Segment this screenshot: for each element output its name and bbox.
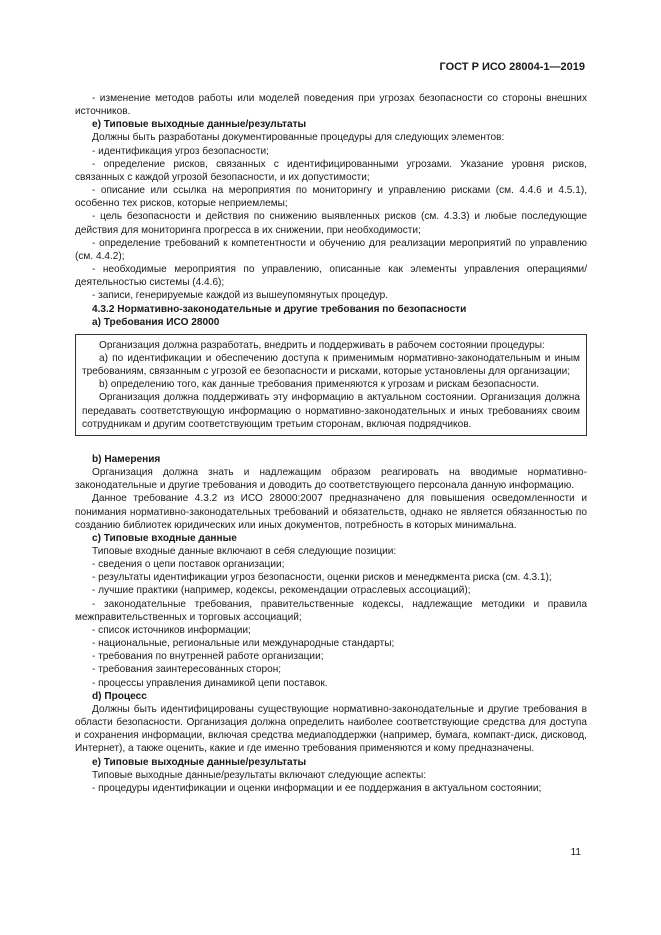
paragraph-external-sources: - изменение методов работы или моделей поведения при угрозах безопасности со стороны внешних источников. [75, 93, 587, 118]
list-item: - требования по внутренней работе организации; [92, 651, 324, 663]
list-item: - определение рисков, связанных с идентифицированными угрозами. Указание уровня рисков, связанных с каждой угрозой безопасности, и их допустимости; [75, 158, 587, 183]
list-item: - процедуры идентификации и оценки информации и ее поддержания в актуальном состоянии; [92, 782, 542, 794]
list-item: - требования заинтересованных сторон; [92, 664, 282, 676]
paragraph: Организация должна знать и надлежащим образом реагировать на вводимые нормативно-законодательные и другие требования и доводить до соответствующего персонала данную информацию. [75, 467, 587, 492]
list-item: - сведения о цепи поставок организации; [92, 559, 285, 571]
list-item: - описание или ссылка на мероприятия по мониторингу и управлению рисками (см. 4.4.6 и 4.5.1), особенно тех рисков, которые неприемлемы; [75, 185, 587, 210]
list-item: - национальные, региональные или международные стандарты; [92, 638, 395, 650]
list-item: - результаты идентификации угроз безопасности, оценки рисков и менеджмента риска (см. 4.3.1); [92, 572, 552, 584]
list-item: - процессы управления динамикой цепи поставок. [92, 677, 328, 689]
heading-e-outputs-2: е) Типовые выходные данные/результаты [92, 756, 307, 768]
paragraph: Типовые входные данные включают в себя следующие позиции: [92, 546, 397, 557]
heading-a-requirements: а) Требования ИСО 28000 [92, 316, 220, 328]
paragraph: Типовые выходные данные/результаты включают следующие аспекты: [92, 769, 427, 781]
box-paragraph: Организация должна разработать, внедрить и поддерживать в рабочем состоянии процедуры: [99, 339, 545, 351]
heading-c-inputs: с) Типовые входные данные [92, 532, 237, 544]
list-item: - законодательные требования, правительственные кодексы, надлежащие методики и правила межправительственных и торговых ассоциаций; [75, 598, 587, 623]
box-paragraph: а) по идентификации и обеспечению доступа к применимым нормативно-законодательным и иным требованиям, связанным с угрозой ее безопасности и рисками, которые установлены для организации; [82, 352, 580, 378]
page-number: 11 [570, 847, 581, 858]
iso-requirement-box [75, 334, 587, 436]
heading-d-process: d) Процесс [92, 690, 147, 702]
list-item: - записи, генерируемые каждой из вышеупомянутых процедур. [92, 290, 389, 302]
list-item: - цель безопасности и действия по снижению выявленных рисков (см. 4.3.3) и любые последующие действия для мониторинга прогресса в их снижении, при необходимости; [75, 211, 587, 236]
box-paragraph: b) определению того, как данные требования применяются к угрозам и рискам безопасности. [99, 379, 540, 391]
heading-4-3-2: 4.3.2 Нормативно-законодательные и другие требования по безопасности [92, 303, 467, 315]
list-item: - необходимые мероприятия по управлению, описанные как элементы управления операциями/деятельностью системы (4.4.6); [75, 264, 587, 289]
box-paragraph: Организация должна поддерживать эту информацию в актуальном состоянии. Организация должна передавать соответствующую информацию о нормативно-законодательных и иных требованиях своим сотрудникам и другим соответствующим третьим сторонам, включая подрядчиков. [82, 392, 580, 430]
paragraph-e-intro: Должны быть разработаны документированные процедуры для следующих элементов: [92, 132, 505, 144]
page-content [75, 92, 587, 795]
document-header: ГОСТ Р ИСО 28004-1—2019 [439, 61, 585, 73]
list-item: - определение требований к компетентности и обучению для реализации мероприятий по управлению (см. 4.4.2); [75, 237, 587, 262]
list-item: - список источников информации; [92, 624, 251, 636]
heading-b-intentions: b) Намерения [92, 453, 161, 465]
paragraph: Должны быть идентифицированы существующие нормативно-законодательные и другие требования в области безопасности. Организация должна определить наиболее соответствующие средства для доступа и сохранения информации, включая средства медиаподдержки (например, бумага, компакт-диск, дисковод, Интернет), а также оценить, какие и где именно требования применяются и кому предназначены. [75, 703, 587, 755]
list-item: - лучшие практики (например, кодексы, рекомендации отраслевых ассоциаций); [92, 585, 471, 597]
paragraph: Данное требование 4.3.2 из ИСО 28000:2007 предназначено для повышения осведомленности и понимания нормативно-законодательных требований и обязательств, однако не является обязанностью по созданию библиотек юридических или иных документов, потребность в которых минимальна. [75, 493, 587, 531]
list-item: - идентификация угроз безопасности; [92, 145, 269, 157]
heading-e-outputs: е) Типовые выходные данные/результаты [92, 119, 307, 131]
spacer [75, 436, 587, 453]
